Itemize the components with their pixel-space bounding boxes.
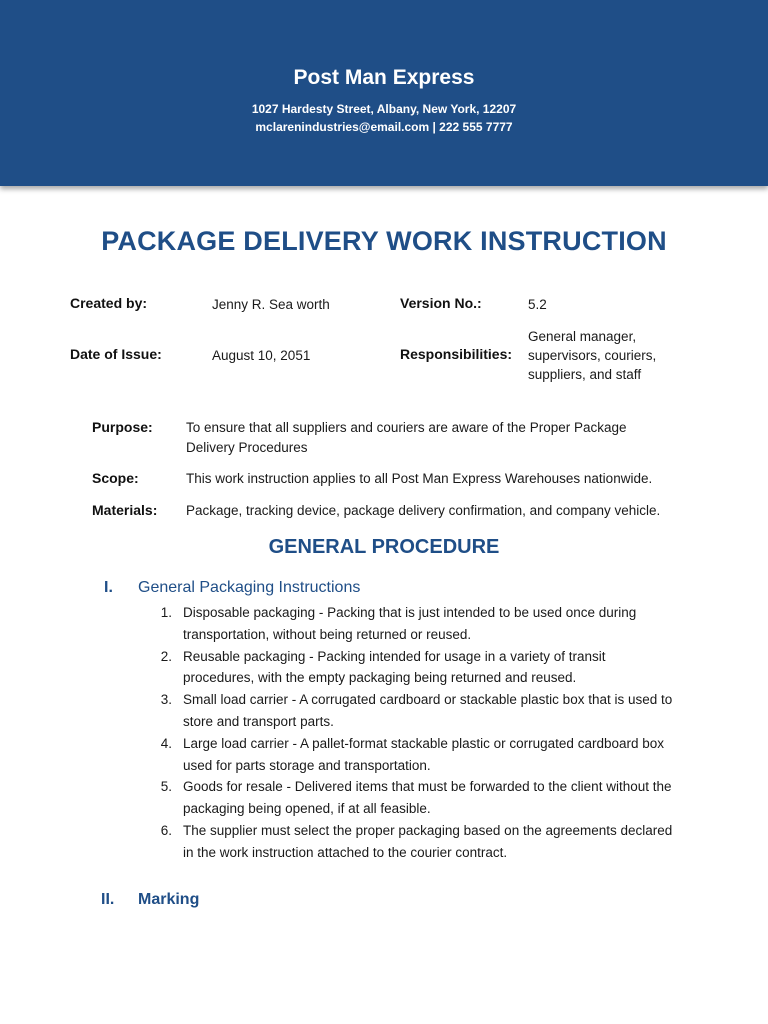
step-number: 1.	[160, 605, 172, 620]
materials-value: Package, tracking device, package delivery confirmation, and company vehicle.	[186, 503, 661, 518]
section-title-marking: Marking	[138, 891, 200, 908]
date-of-issue-label: Date of Issue:	[70, 346, 162, 362]
list-item	[150, 820, 680, 864]
step-text: The supplier must select the proper packaging based on the agreements declared in the work instruction attached to the courier contract.	[183, 822, 673, 860]
step-text: Goods for resale - Delivered items that must be forwarded to the client without the packaging being opened, if at all feasible.	[183, 779, 672, 817]
packaging-steps-list	[150, 602, 680, 864]
list-item	[150, 776, 680, 820]
created-by-value: Jenny R. Sea worth	[212, 297, 330, 312]
materials-label: Materials:	[92, 502, 158, 518]
date-of-issue-value: August 10, 2051	[212, 348, 311, 363]
purpose-value: To ensure that all suppliers and couriers are aware of the Proper Package Delivery Procedures	[186, 420, 627, 455]
version-label: Version No.:	[400, 295, 482, 311]
step-number: 6.	[160, 822, 172, 838]
company-address: 1027 Hardesty Street, Albany, New York, 12207	[251, 102, 517, 116]
responsibilities-value: General manager, supervisors, couriers, suppliers, and staff	[528, 329, 657, 382]
step-number: 5.	[160, 779, 172, 795]
company-contact: mclarenindustries@email.com | 222 555 7777	[255, 120, 513, 134]
general-procedure-heading: GENERAL PROCEDURE	[268, 536, 500, 558]
step-text: Small load carrier - A corrugated cardboard or stackable plastic box that is used to store and transport parts.	[183, 692, 673, 729]
list-item	[150, 733, 680, 777]
section-title-packaging: General Packaging Instructions	[138, 579, 361, 596]
document-title: PACKAGE DELIVERY WORK INSTRUCTION	[101, 226, 667, 256]
letterhead-banner	[0, 0, 768, 186]
purpose-label: Purpose:	[92, 419, 153, 435]
list-item	[150, 602, 680, 646]
scope-value: This work instruction applies to all Post Man Express Warehouses nationwide.	[186, 471, 653, 486]
step-number: 2.	[160, 648, 172, 664]
step-text: Disposable packaging - Packing that is just intended to be used once during transportation, without being returned or reused.	[183, 605, 637, 642]
scope-label: Scope:	[92, 470, 139, 486]
step-text: Reusable packaging - Packing intended for usage in a variety of transit procedures, with the empty packaging being returned and reused.	[183, 648, 606, 686]
step-text: Large load carrier - A pallet-format stackable plastic or corrugated cardboard box used for parts storage and transportation.	[183, 735, 664, 773]
version-value: 5.2	[528, 297, 547, 312]
list-item	[150, 689, 680, 733]
responsibilities-label: Responsibilities:	[400, 346, 513, 362]
step-number: 3.	[160, 692, 172, 708]
step-number: 4.	[160, 735, 172, 751]
section-number: I.	[104, 579, 113, 596]
list-item	[150, 646, 680, 690]
created-by-label: Created by:	[70, 295, 148, 311]
company-name: Post Man Express	[293, 66, 475, 89]
section-number: II.	[101, 891, 115, 908]
